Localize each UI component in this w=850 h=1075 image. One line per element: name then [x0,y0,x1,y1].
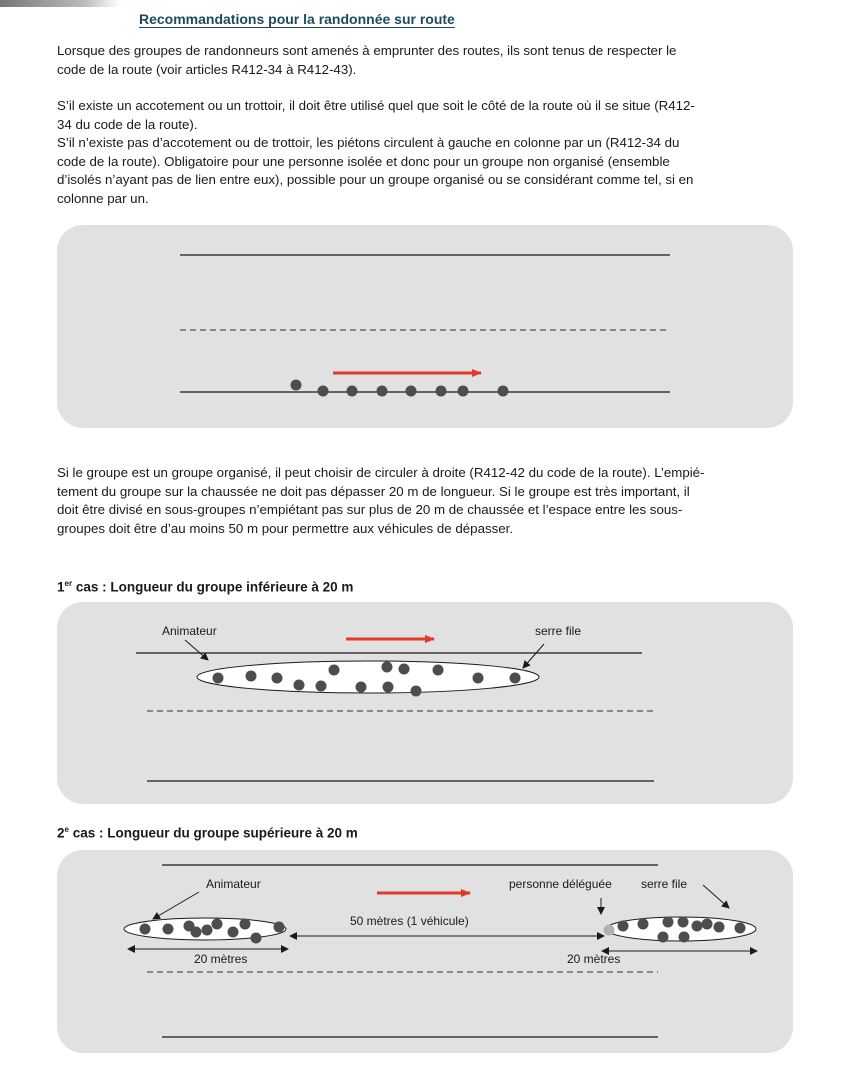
walker-dot [714,922,725,933]
walker-dot [347,386,358,397]
leader-label: Animateur [206,877,261,891]
walker-dot [406,386,417,397]
walker-dot [251,933,262,944]
walker-dot [458,386,469,397]
walker-dot [212,919,223,930]
left-walking-paragraph [57,97,793,208]
walker-dot [202,925,213,936]
walker-dot [679,932,690,943]
case1-heading [57,579,353,595]
top-decoration-bar [0,0,120,7]
text-line: colonne par un. [57,190,149,206]
walker-dot [436,386,447,397]
text-line: groupes doit être d’au moins 50 m pour permettre aux véhicules de dépasser. [57,520,514,536]
text-line: d’isolés n’ayant pas de lien entre eux), possible pour un groupe organisé ou se considérant comme tel, si en [57,172,694,187]
case1-diagram [57,602,793,804]
case2-heading [57,825,358,841]
delegate-label: personne déléguée [509,877,612,891]
walker-dot [377,386,388,397]
case1-diagram-svg [57,602,793,804]
case-number: 2 [57,825,65,841]
text-line: S’il n’existe pas d’accotement ou de trottoir, les piétons circulent à gauche en colonne par un (R412-34 du [57,135,680,150]
walker-dot [274,922,285,933]
walker-dot [498,386,509,397]
walker-dot [228,927,239,938]
closer-pointer [703,885,729,908]
walker-dot [692,921,703,932]
walker-dot [411,686,422,697]
left-group-length-label: 20 mètres [194,952,248,966]
walker-dot [329,665,340,676]
walker-dot [356,682,367,693]
text-line: Lorsque des groupes de randonneurs sont amenés à emprunter des routes, ils sont tenus de respecter le [57,43,677,58]
leader-pointer [185,640,208,660]
closer-label: serre file [535,624,582,638]
walker-dot [638,919,649,930]
ordinal-suffix: er [64,579,73,588]
walker-dot [291,380,302,391]
case-heading-text: cas : Longueur du groupe supérieure à 20 m [68,825,358,841]
walker-dot [246,671,257,682]
text-line: code de la route (voir articles R412-34 à R412-43). [57,61,357,77]
walker-dot [678,917,689,928]
leader-label: Animateur [162,624,217,638]
walker-dot [433,665,444,676]
ordinal-suffix: e [64,825,69,834]
case2-diagram [57,850,793,1053]
walker-dot [735,923,746,934]
walker-dot [191,927,202,938]
text-line: Si le groupe est un groupe organisé, il peut choisir de circuler à droite (R412-42 du code de la route). L’empié- [57,465,705,480]
walker-dot [702,919,713,930]
text-line: code de la route). Obligatoire pour une personne isolée et donc pour un groupe non organisé (ensemble [57,153,670,169]
closer-label: serre file [641,877,688,891]
leader-pointer [153,892,199,919]
walker-dot [618,921,629,932]
intro-paragraph [57,42,793,79]
right-group-length-label: 20 mètres [567,952,621,966]
text-line: S’il existe un accotement ou un trottoir, il doit être utilisé quel que soit le côté de la route où il se situe (R412- [57,98,695,113]
walker-dot [316,681,327,692]
walker-dot [383,682,394,693]
text-line: tement du groupe sur la chaussée ne doit pas dépasser 20 m de longueur. Si le groupe est très important, il [57,483,690,499]
walker-dot [473,673,484,684]
organized-group-paragraph [57,464,793,538]
walker-dot [658,932,669,943]
case-number: 1 [57,579,65,595]
section-title: Recommandations pour la randonnée sur route [139,11,455,27]
closer-pointer [523,644,544,668]
walker-dot [663,917,674,928]
walker-dot [163,924,174,935]
delegate-dot [604,925,615,936]
single-file-diagram [57,225,793,428]
walker-dot [213,673,224,684]
walker-dot [272,673,283,684]
walker-dot [140,924,151,935]
case2-diagram-svg [57,850,793,1053]
single-file-diagram-svg [57,225,793,428]
walker-dot [399,664,410,675]
walker-dot [240,919,251,930]
case-heading-text: cas : Longueur du groupe inférieure à 20 m [72,579,354,595]
text-line: doit être divisé en sous-groupes n’empiétant pas sur plus de 20 m de chaussée et l’espace entre les sous- [57,502,683,517]
walker-dot [294,680,305,691]
walker-dot [318,386,329,397]
walker-dot [382,662,393,673]
gap-label: 50 mètres (1 véhicule) [350,914,469,928]
walker-dot [510,673,521,684]
text-line: 34 du code de la route). [57,116,198,132]
